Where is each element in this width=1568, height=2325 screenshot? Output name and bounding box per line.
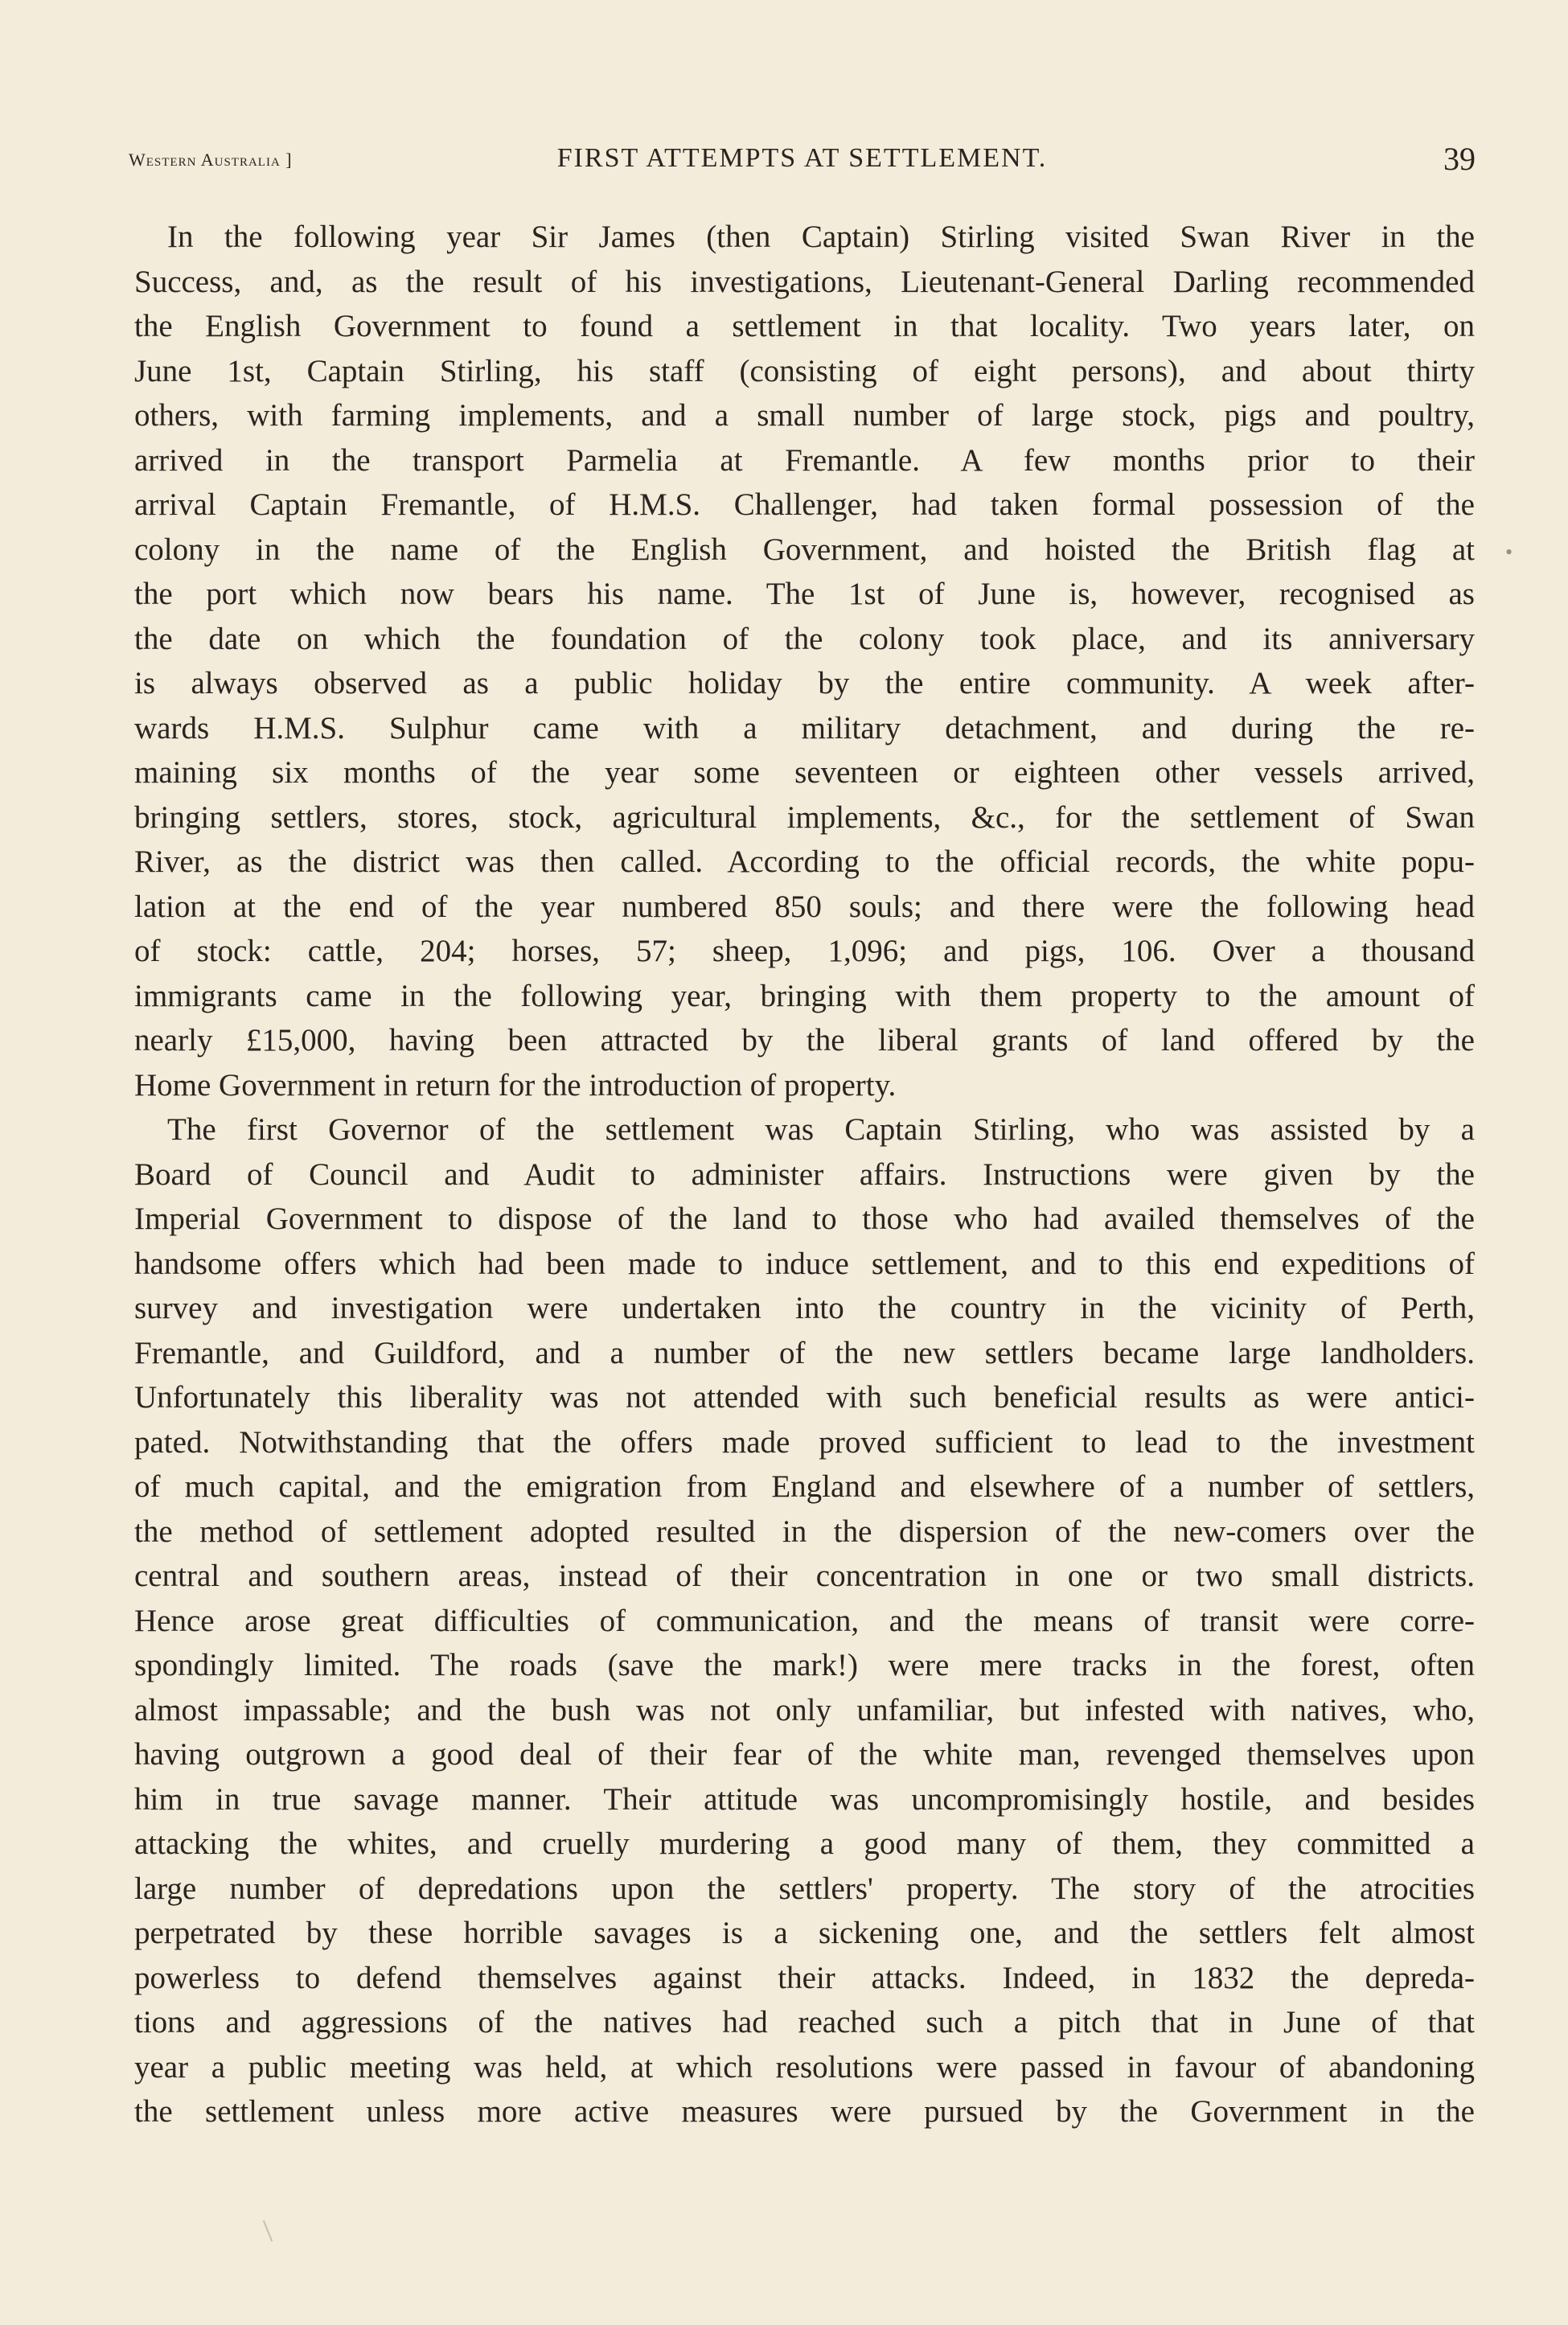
text-line: perpetrated by these horrible savages is a sickening one, and the settlers felt almost — [134, 1916, 1475, 1950]
text-line: powerless to defend themselves against their attacks. Indeed, in 1832 the depreda- — [134, 1960, 1475, 1995]
text-line: River, as the district was then called. According to the official records, the white popu- — [134, 844, 1475, 879]
page-number: 39 — [1443, 141, 1476, 177]
text-line: having outgrown a good deal of their fear of the white man, revenged themselves upon — [134, 1737, 1475, 1772]
text-line: In the following year Sir James (then Captain) Stirling visited Swan River in the — [167, 220, 1475, 254]
text-line: the port which now bears his name. The 1st of June is, however, recognised as — [134, 577, 1475, 611]
running-header — [129, 143, 1476, 183]
text-line: June 1st, Captain Stirling, his staff (consisting of eight persons), and about thirty — [134, 353, 1475, 388]
text-line: nearly £15,000, having been attracted by the liberal grants of land offered by the — [134, 1023, 1475, 1058]
text-line: of much capital, and the emigration from England and elsewhere of a number of settlers, — [134, 1469, 1475, 1504]
text-line: Unfortunately this liberality was not attended with such beneficial results as were antici- — [134, 1380, 1475, 1415]
text-line: of stock: cattle, 204; horses, 57; sheep, 1,096; and pigs, 106. Over a thousand — [134, 934, 1475, 968]
text-line: immigrants came in the following year, bringing with them property to the amount of — [134, 978, 1475, 1013]
text-line: him in true savage manner. Their attitude was uncompromisingly hostile, and besides — [134, 1781, 1475, 1817]
body-text — [134, 215, 1475, 2134]
header-section-label: Western Australia ] — [129, 150, 293, 170]
text-line: The first Governor of the settlement was Captain Stirling, who was assisted by a — [167, 1112, 1475, 1147]
text-line: year a public meeting was held, at which resolutions were passed in favour of abandoning — [134, 2049, 1475, 2085]
stray-pencil-mark — [263, 2220, 273, 2242]
text-line: central and southern areas, instead of their concentration in one or two small districts. — [134, 1559, 1475, 1593]
text-line: almost impassable; and the bush was not only unfamiliar, but infested with natives, who, — [134, 1692, 1475, 1727]
text-line: Hence arose great difficulties of communication, and the means of transit were corre- — [134, 1603, 1475, 1638]
text-line: spondingly limited. The roads (save the mark!) were mere tracks in the forest, often — [134, 1648, 1475, 1682]
text-line: Board of Council and Audit to administer affairs. Instructions were given by the — [134, 1156, 1475, 1192]
text-line: is always observed as a public holiday by the entire community. A week after- — [134, 666, 1475, 700]
text-line: arrival Captain Fremantle, of H.M.S. Challenger, had taken formal possession of the — [134, 487, 1475, 522]
text-line: bringing settlers, stores, stock, agricultural implements, &c., for the settlement of Swan — [134, 799, 1475, 835]
text-line: colony in the name of the English Government, and hoisted the British flag at — [134, 532, 1475, 567]
text-line: maining six months of the year some seventeen or eighteen other vessels arrived, — [134, 755, 1475, 790]
text-line: tions and aggressions of the natives had reached such a pitch that in June of that — [134, 2005, 1475, 2040]
text-line: the English Government to found a settlement in that locality. Two years later, on — [134, 309, 1475, 343]
text-line: the method of settlement adopted resulted in the dispersion of the new-comers over the — [134, 1514, 1475, 1549]
text-line: pated. Notwithstanding that the offers made proved sufficient to lead to the investment — [134, 1424, 1475, 1460]
margin-mark: • — [1505, 540, 1513, 564]
text-line: others, with farming implements, and a small number of large stock, pigs and poultry, — [134, 398, 1475, 433]
text-line: Success, and, as the result of his investigations, Lieutenant-General Darling recommended — [134, 264, 1475, 299]
text-line: Imperial Government to dispose of the land to those who had availed themselves of the — [134, 1202, 1475, 1236]
text-line: handsome offers which had been made to induce settlement, and to this end expeditions of — [134, 1246, 1475, 1281]
text-line: wards H.M.S. Sulphur came with a military detachment, and during the re- — [134, 710, 1475, 746]
text-line: the date on which the foundation of the colony took place, and its anniversary — [134, 621, 1475, 656]
text-line: Fremantle, and Guildford, and a number of the new settlers became large landholders. — [134, 1335, 1475, 1370]
text-line: lation at the end of the year numbered 850 souls; and there were the following head — [134, 889, 1475, 924]
text-line: survey and investigation were undertaken into the country in the vicinity of Perth, — [134, 1291, 1475, 1325]
text-line: attacking the whites, and cruelly murdering a good many of them, they committed a — [134, 1826, 1475, 1861]
header-chapter-title: FIRST ATTEMPTS AT SETTLEMENT. — [556, 143, 1048, 173]
text-line: the settlement unless more active measures were pursued by the Government in the — [134, 2094, 1475, 2129]
text-line: large number of depredations upon the settlers' property. The story of the atrocities — [134, 1871, 1475, 1906]
text-line: Home Government in return for the introduction of property. — [134, 1067, 897, 1103]
text-line: arrived in the transport Parmelia at Fremantle. A few months prior to their — [134, 442, 1475, 478]
